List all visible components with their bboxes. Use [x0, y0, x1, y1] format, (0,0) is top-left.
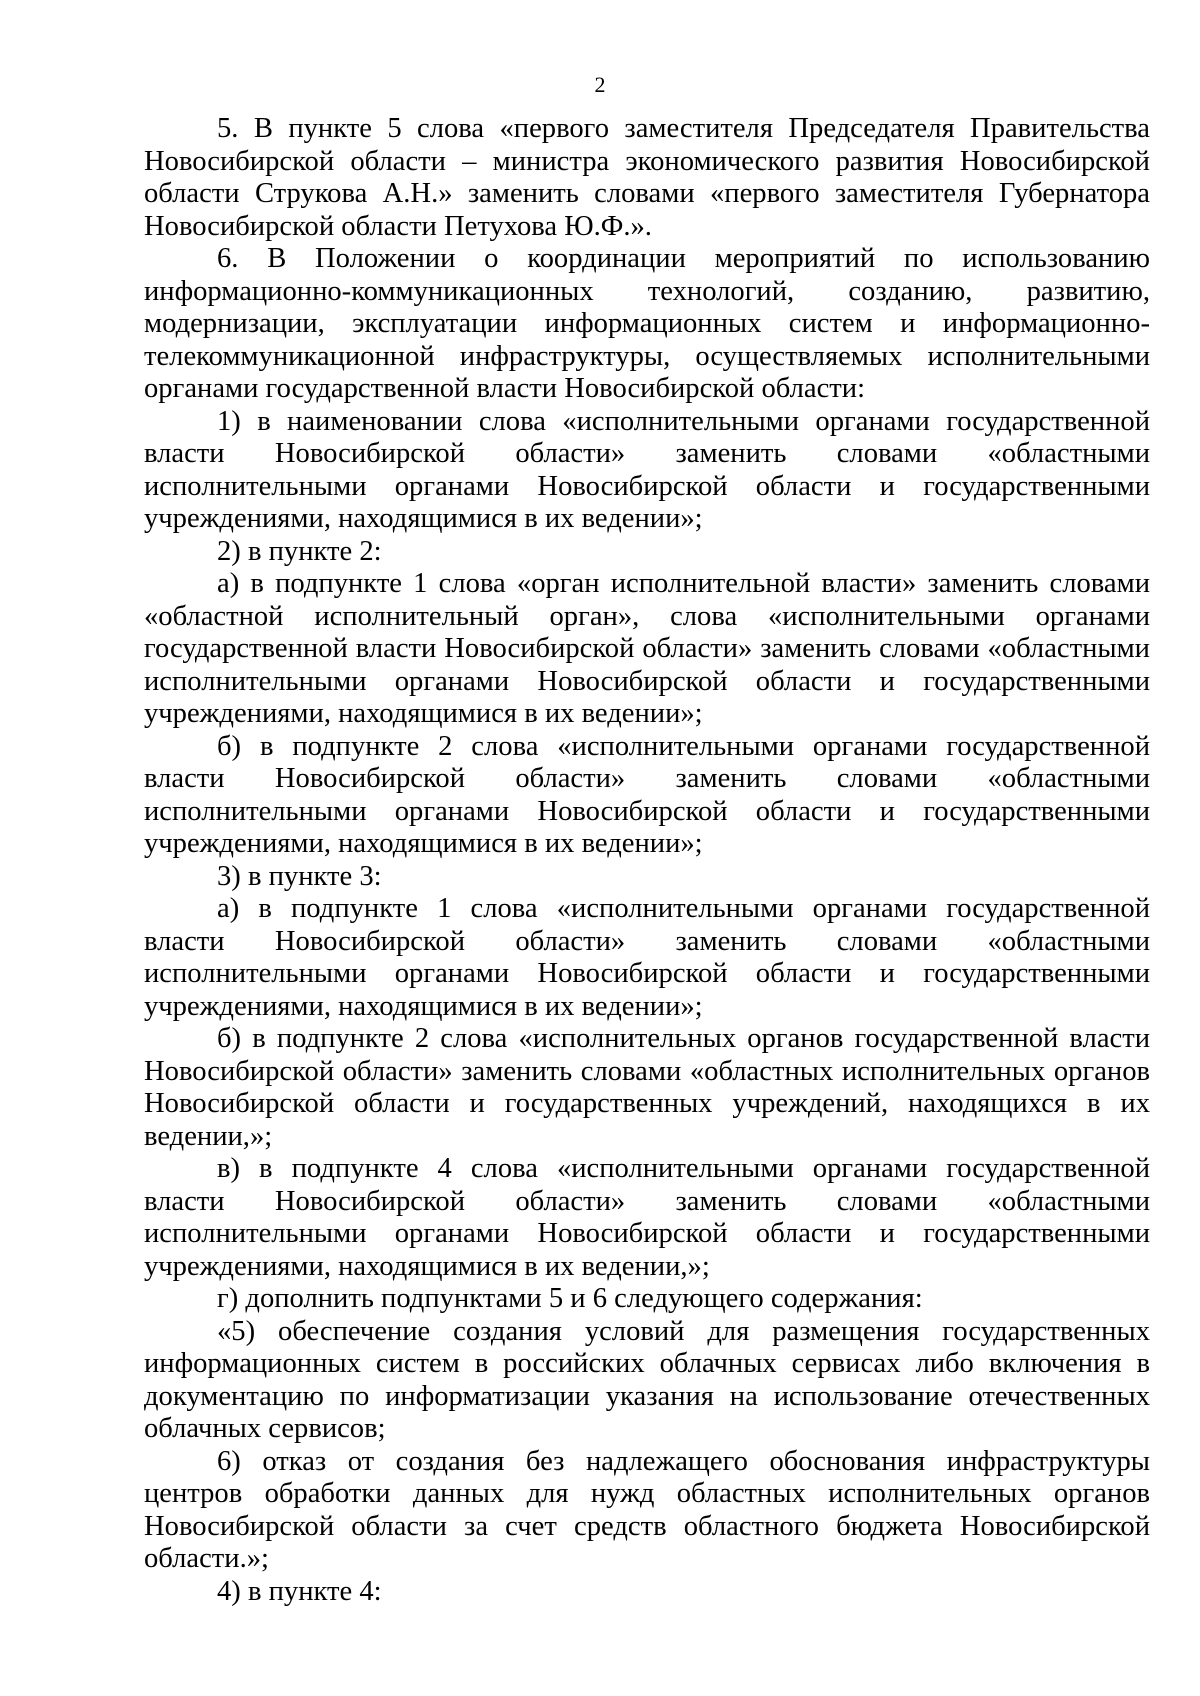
subitem-3-heading: 3) в пункте 3:	[217, 860, 382, 892]
page-number: 2	[594, 72, 606, 97]
new-subitem-5: «5) обеспечение создания условий для размещения государственных информационных систем в российских облачных сервисах либо включения в документацию по информатизации указания на использование отечественных облачных сервисов;	[144, 1315, 1150, 1444]
new-subitem-6: 6) отказ от создания без надлежащего обоснования инфраструктуры центров обработки данных для нужд областных исполнительных органов Новосибирской области за счет средств областного бюджета Новосибирской области.»;	[144, 1445, 1150, 1574]
document-body	[144, 113, 1150, 1608]
subitem-2b: б) в подпункте 2 слова «исполнительными органами государственной власти Новосибирской области» заменить словами «областными исполнительными органами Новосибирской области и государственными учреждениями, находящимися в их ведении»;	[144, 730, 1150, 859]
subitem-2-heading: 2) в пункте 2:	[217, 535, 382, 567]
subitem-2a: а) в подпункте 1 слова «орган исполнительной власти» заменить словами «областной исполнительный орган», слова «исполнительными органами государственной власти Новосибирской области» заменить словами «областными исполнительными органами Новосибирской области и государственными учреждениями, находящимися в их ведении»;	[144, 568, 1150, 729]
paragraph-item-5: 5. В пункте 5 слова «первого заместителя Председателя Правительства Новосибирской области – министра экономического развития Новосибирской области Струкова А.Н.» заменить словами «первого заместителя Губернатора Новосибирской области Петухова Ю.Ф.».	[144, 113, 1150, 242]
subitem-4-heading: 4) в пункте 4:	[217, 1575, 382, 1607]
subitem-3b: б) в подпункте 2 слова «исполнительных органов государственной власти Новосибирской области» заменить словами «областных исполнительных органов Новосибирской области и государственных учреждений, находящихся в их ведении,»;	[144, 1023, 1150, 1152]
subitem-3v: в) в подпункте 4 слова «исполнительными органами государственной власти Новосибирской области» заменить словами «областными исполнительными органами Новосибирской области и государственными учреждениями, находящимися в их ведении,»;	[144, 1153, 1150, 1282]
subitem-1: 1) в наименовании слова «исполнительными органами государственной власти Новосибирской области» заменить словами «областными исполнительными органами Новосибирской области и государственными учреждениями, находящимися в их ведении»;	[144, 405, 1150, 534]
subitem-3g: г) дополнить подпунктами 5 и 6 следующего содержания:	[217, 1283, 923, 1314]
subitem-3a: а) в подпункте 1 слова «исполнительными органами государственной власти Новосибирской области» заменить словами «областными исполнительными органами Новосибирской области и государственными учреждениями, находящимися в их ведении»;	[144, 893, 1150, 1022]
paragraph-item-6: 6. В Положении о координации мероприятий по использованию информационно-коммуникационных технологий, созданию, развитию, модернизации, эксплуатации информационных систем и информационно-телекоммуникационной инфраструктуры, осуществляемых исполнительными органами государственной власти Новосибирской области:	[144, 243, 1150, 404]
